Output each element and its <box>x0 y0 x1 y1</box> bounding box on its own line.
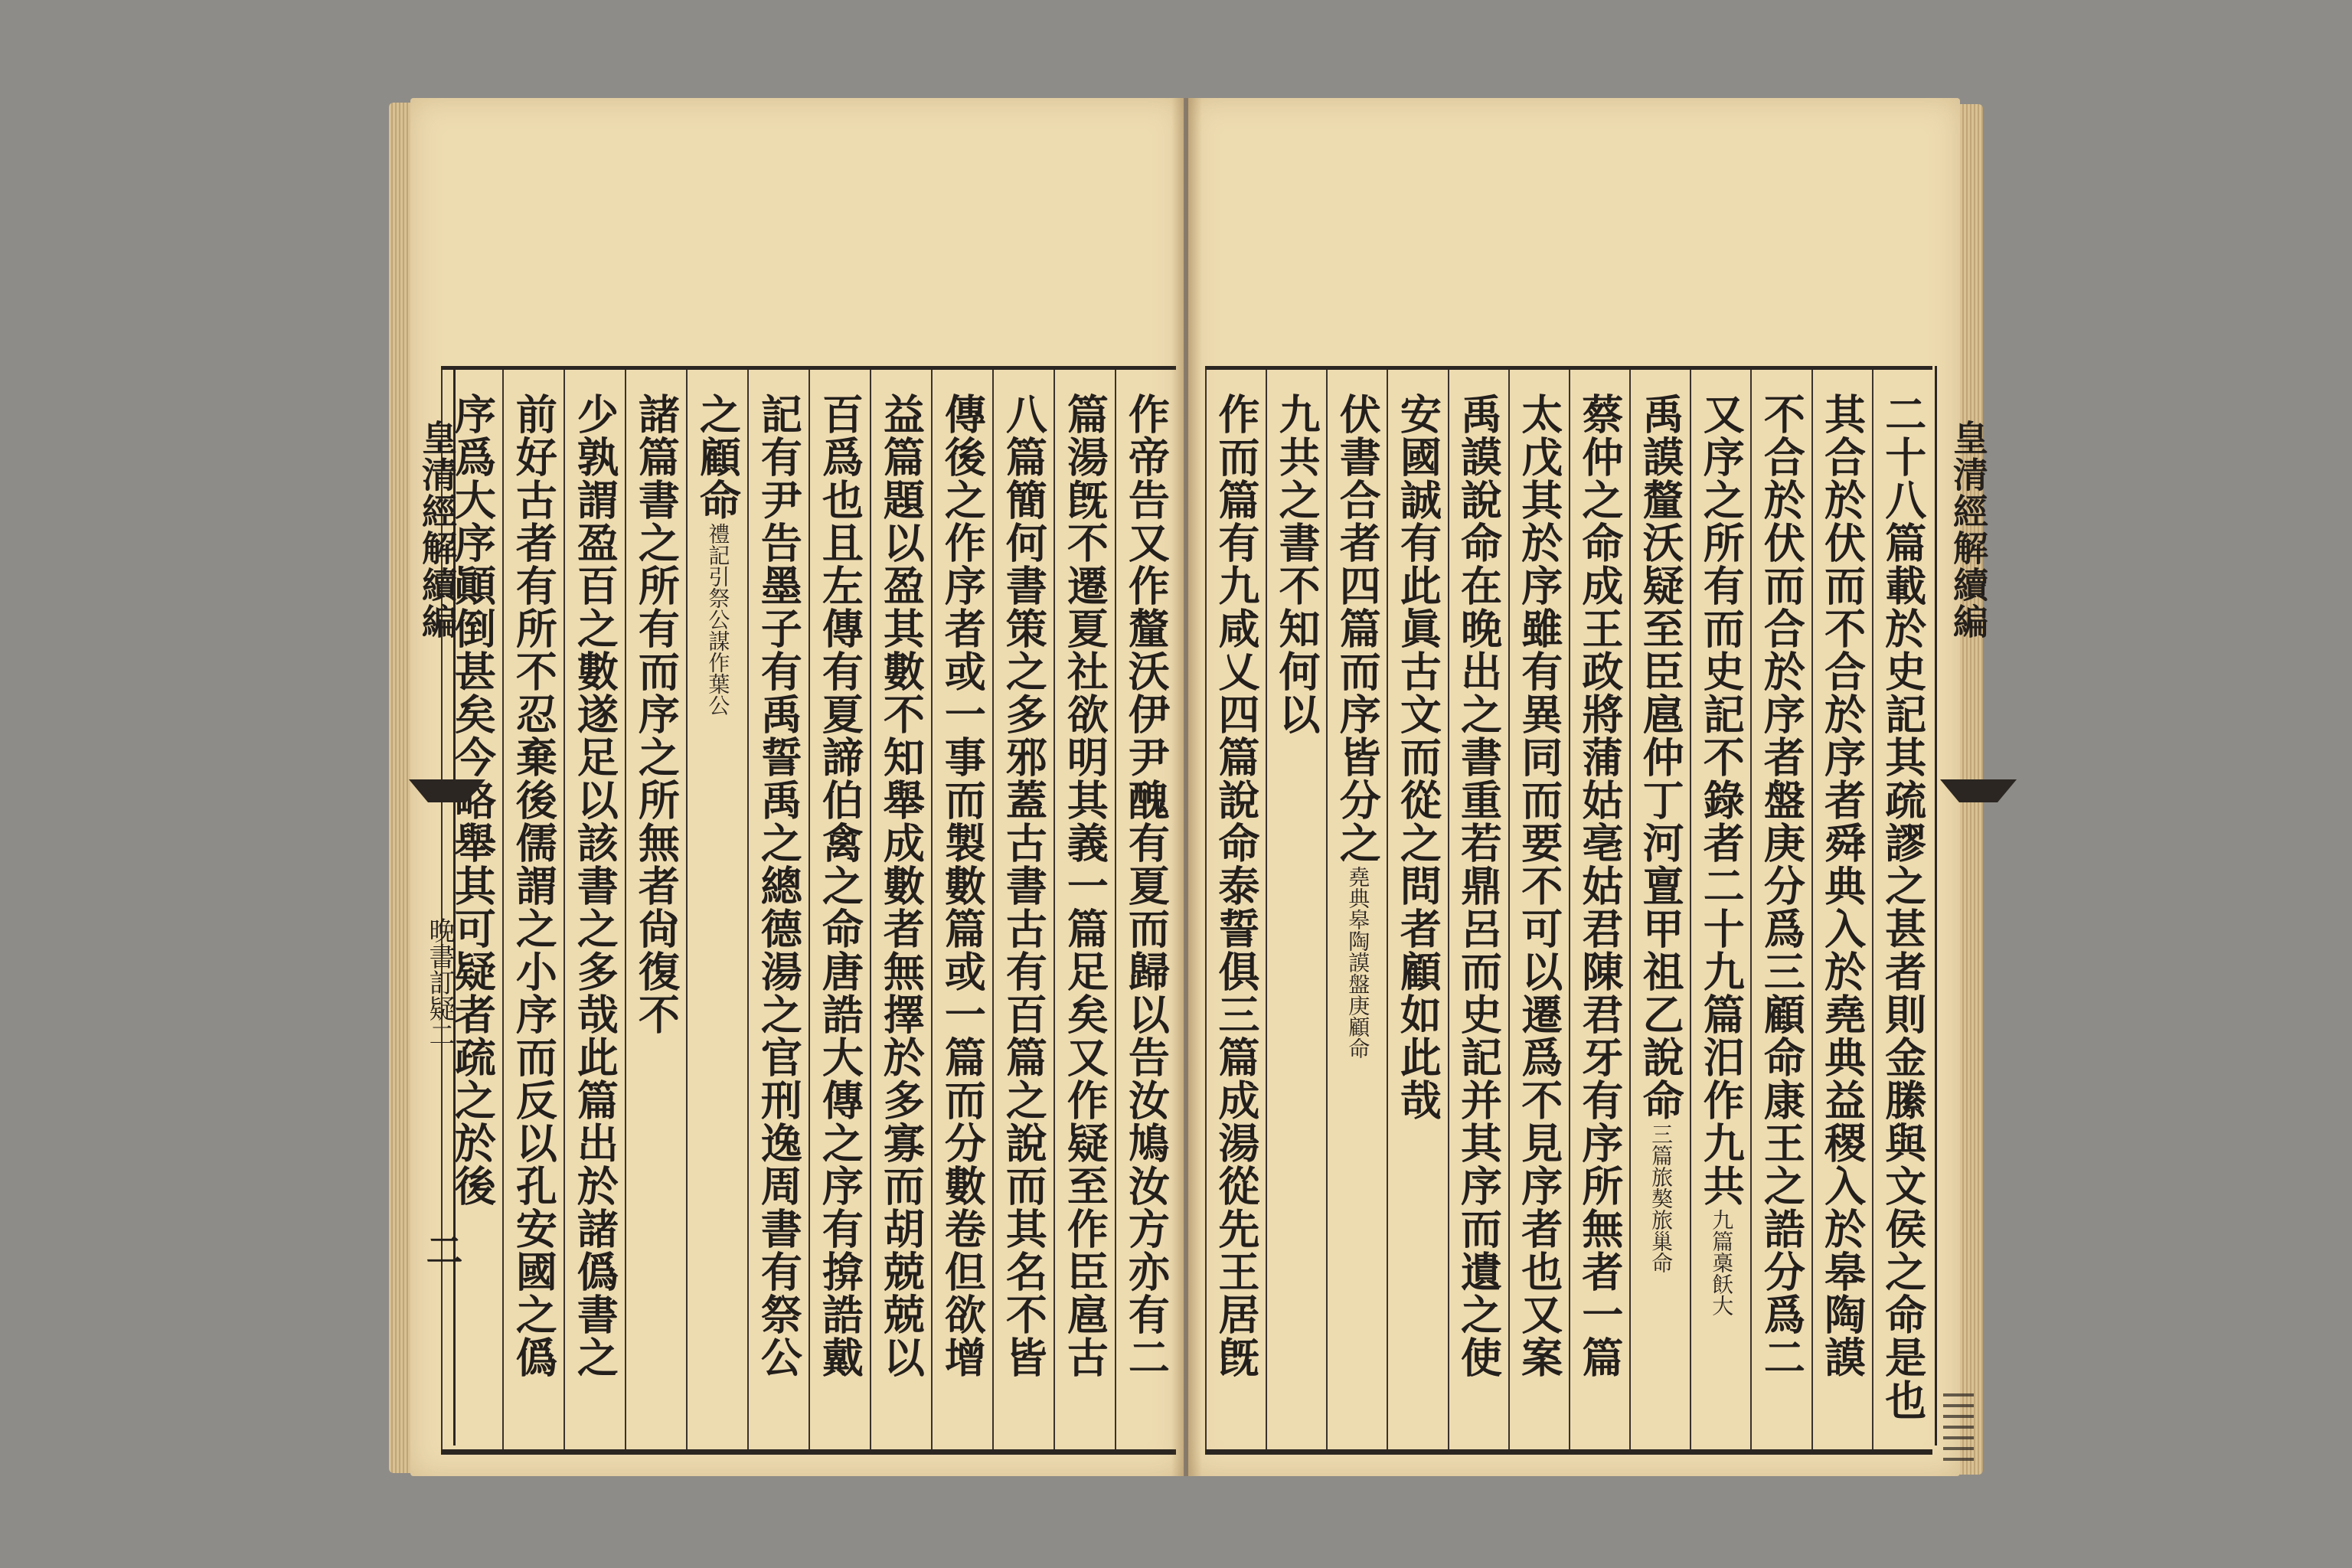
column-text: 作帝告又作釐沃伊尹醜有夏而歸以告汝鳩汝方亦有二 <box>1122 393 1171 1379</box>
fish-tail-mark <box>409 779 485 802</box>
text-column-content <box>815 393 865 1379</box>
right-page <box>1188 98 1989 1476</box>
interlinear-note: 九篇槀飫大 <box>1709 1209 1735 1316</box>
text-column <box>1266 370 1326 1449</box>
text-column-content <box>693 393 743 716</box>
interlinear-note: 三篇旅獒旅巢命 <box>1648 1123 1674 1273</box>
text-column <box>808 370 870 1449</box>
text-column-content <box>877 393 926 1379</box>
text-column-content <box>1636 393 1686 1273</box>
left-banxin <box>406 366 462 1446</box>
text-column <box>625 370 686 1449</box>
text-column <box>870 370 931 1449</box>
text-column <box>1205 370 1266 1449</box>
text-column-content <box>938 393 988 1379</box>
banxin-title: 皇清經解續編 <box>1948 420 1989 640</box>
column-text: 又序之所有而史記不錄者二十九篇汨作九共 <box>1697 393 1746 1207</box>
interlinear-note: 堯典皋陶謨盤庚顧命 <box>1345 866 1371 1059</box>
book-gutter <box>1171 98 1202 1476</box>
column-text: 八篇簡何書策之多邪蓋古書古有百篇之說而其名不皆 <box>999 393 1049 1379</box>
text-column-content <box>1122 393 1171 1379</box>
text-column <box>686 370 747 1449</box>
text-column-content <box>1060 393 1110 1379</box>
text-column-content <box>1211 393 1261 1379</box>
right-banxin <box>1935 366 1989 1446</box>
column-text: 其合於伏而不合於序者舜典入於堯典益稷入於皋陶謨 <box>1818 393 1867 1379</box>
text-column <box>1054 370 1115 1449</box>
column-text: 二十八篇載於史記其疏謬之甚者則金縢與文侯之命是也 <box>1878 393 1928 1422</box>
column-text: 少孰謂盈百之數遂足以該書之多哉此篇出於諸僞書之 <box>570 393 620 1379</box>
text-column-content <box>1757 393 1807 1379</box>
text-column <box>1448 370 1508 1449</box>
text-column-content <box>1454 393 1504 1379</box>
text-column <box>1750 370 1811 1449</box>
column-text: 九共之書不知何以 <box>1272 393 1322 736</box>
column-text: 益篇題以盈其數不知舉成數者無擇於多寡而胡兢兢以 <box>877 393 926 1379</box>
text-column <box>1387 370 1447 1449</box>
left-columns <box>441 370 1176 1449</box>
column-text: 伏書合者四篇而序皆分之 <box>1333 393 1383 864</box>
fish-tail-mark <box>1940 779 2017 802</box>
left-page <box>410 98 1184 1476</box>
edge-marks <box>1943 1392 1974 1461</box>
text-column <box>1629 370 1690 1449</box>
text-column <box>1326 370 1387 1449</box>
text-column <box>1508 370 1569 1449</box>
column-text: 不合於伏而合於序者盤庚分爲三顧命康王之誥分爲二 <box>1757 393 1807 1379</box>
text-column <box>1569 370 1629 1449</box>
text-column <box>564 370 625 1449</box>
text-column-content <box>509 393 559 1379</box>
text-column-content <box>1393 393 1443 1122</box>
text-column-content <box>1514 393 1564 1379</box>
text-column-content <box>1272 393 1322 736</box>
banxin-title: 皇清經解續編 <box>416 420 458 640</box>
text-column-content <box>1333 393 1383 1059</box>
text-column <box>502 370 564 1449</box>
text-column <box>931 370 992 1449</box>
column-text: 篇湯旣不遷夏社欲明其義一篇足矣又作疑至作臣扈古 <box>1060 393 1110 1379</box>
column-text: 禹謨說命在晚出之書重若鼎呂而史記并其序而遺之使 <box>1454 393 1504 1379</box>
right-columns <box>1205 370 1932 1449</box>
text-column-content <box>754 393 804 1379</box>
right-text-frame <box>1205 366 1932 1455</box>
text-column-content <box>1697 393 1746 1316</box>
text-column <box>992 370 1054 1449</box>
column-text: 作而篇有九咸乂四篇說命泰誓俱三篇成湯從先王居旣 <box>1211 393 1261 1379</box>
open-book <box>383 86 1989 1487</box>
column-text: 蔡仲之命成王政將蒲姑亳姑君陳君牙有序所無者一篇 <box>1575 393 1625 1379</box>
column-text: 禹謨釐沃疑至臣扈仲丁河亶甲祖乙說命 <box>1636 393 1686 1122</box>
column-text: 序爲大序顚倒甚矣今略舉其可疑者疏之於後 <box>448 393 498 1207</box>
page-number: 二 <box>420 1231 462 1268</box>
text-column-content <box>1878 393 1928 1422</box>
text-column-content <box>1575 393 1625 1379</box>
column-text: 百爲也且左傳有夏諦伯禽之命唐誥大傳之序有揜誥戴 <box>815 393 865 1379</box>
column-text: 諸篇書之所有而序之所無者尙復不 <box>632 393 681 1036</box>
column-text: 之顧命 <box>693 393 743 521</box>
interlinear-note: 禮記引祭公謀作葉公 <box>705 523 731 716</box>
text-column-content <box>570 393 620 1379</box>
column-text: 前好古者有所不忍棄後儒謂之小序而反以孔安國之僞 <box>509 393 559 1379</box>
text-column <box>1115 370 1176 1449</box>
text-column <box>747 370 808 1449</box>
column-text: 記有尹告墨子有禹誓禹之總德湯之官刑逸周書有祭公 <box>754 393 804 1379</box>
column-text: 傳後之作序者或一事而製數篇或一篇而分數卷但欲增 <box>938 393 988 1379</box>
banxin-subtitle: 晚書訂疑二 <box>424 917 455 1047</box>
text-column <box>1690 370 1750 1449</box>
text-column-content <box>999 393 1049 1379</box>
text-column-content <box>632 393 681 1036</box>
column-text: 太戊其於序雖有異同而要不可以遷爲不見序者也又案 <box>1514 393 1564 1379</box>
column-text: 安國誠有此眞古文而從之問者顧如此哉 <box>1393 393 1443 1122</box>
text-column-content <box>1818 393 1867 1379</box>
left-text-frame <box>441 366 1176 1455</box>
text-column <box>1872 370 1932 1449</box>
text-column <box>1811 370 1872 1449</box>
